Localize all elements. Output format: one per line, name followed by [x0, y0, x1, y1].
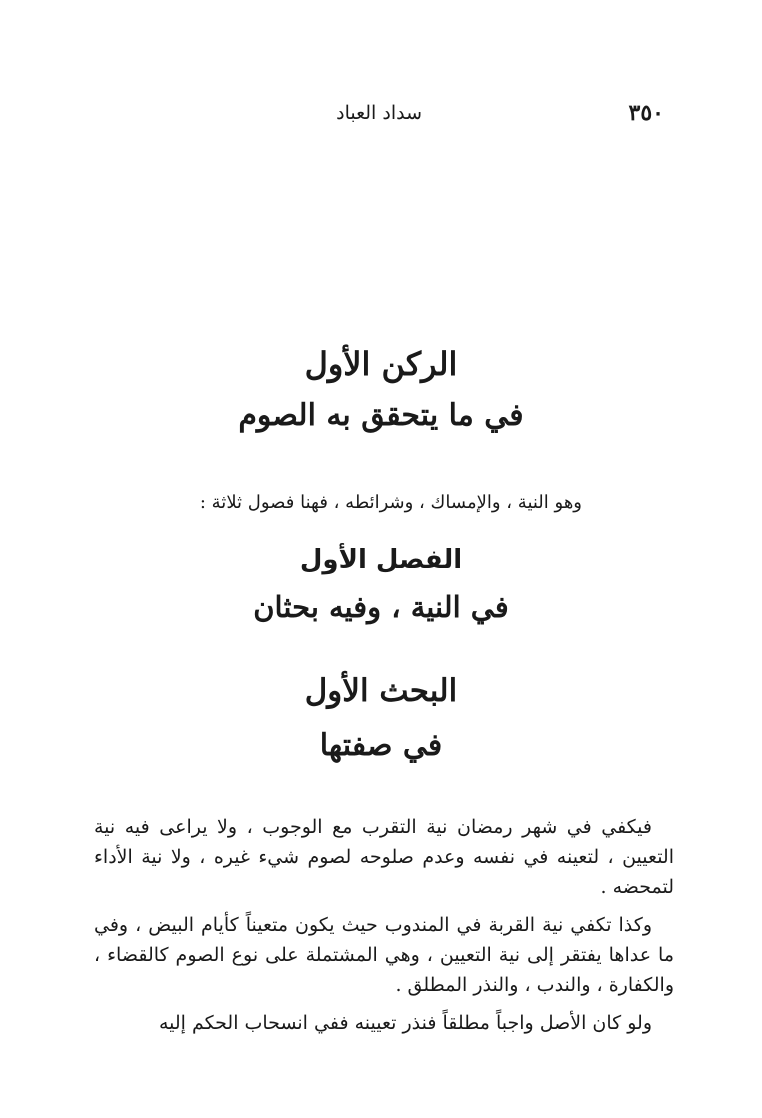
page-header — [90, 100, 670, 130]
chapter-title: في النية ، وفيه بحثان — [253, 590, 509, 624]
running-title: سداد العباد — [336, 102, 422, 124]
section-label: البحث الأول — [304, 673, 458, 709]
paragraph: ولو كان الأصل واجباً مطلقاً فنذر تعيينه ففي انسحاب الحكم إليه — [158, 1012, 652, 1034]
part-title: الركن الأول — [304, 345, 458, 383]
chapter-label: الفصل الأول — [299, 545, 463, 575]
body-text — [94, 812, 674, 1046]
paragraph: فيكفي في شهر رمضان نية التقرب مع الوجوب ، ولا يراعى فيه نية التعيين ، لتعينه في نفسه وعدم صلوحه لصوم شيء غيره ، ولا نية الأداء لتمحضه . — [94, 816, 674, 898]
intro-line: وهو النية ، والإمساك ، وشرائطه ، فهنا فصول ثلاثة : — [199, 492, 582, 513]
section-title: في صفتها — [319, 728, 443, 763]
paragraph: وكذا تكفي نية القربة في المندوب حيث يكون متعيناً كأيام البيض ، وفي ما عداها يفتقر إلى نية التعيين ، وهي المشتملة على نوع الصوم كالقضاء ، والكفارة ، والندب ، والنذر المطلق . — [94, 914, 674, 996]
part-subtitle: في ما يتحقق به الصوم — [238, 398, 524, 433]
page-number: ٣٥٠ — [628, 100, 664, 126]
